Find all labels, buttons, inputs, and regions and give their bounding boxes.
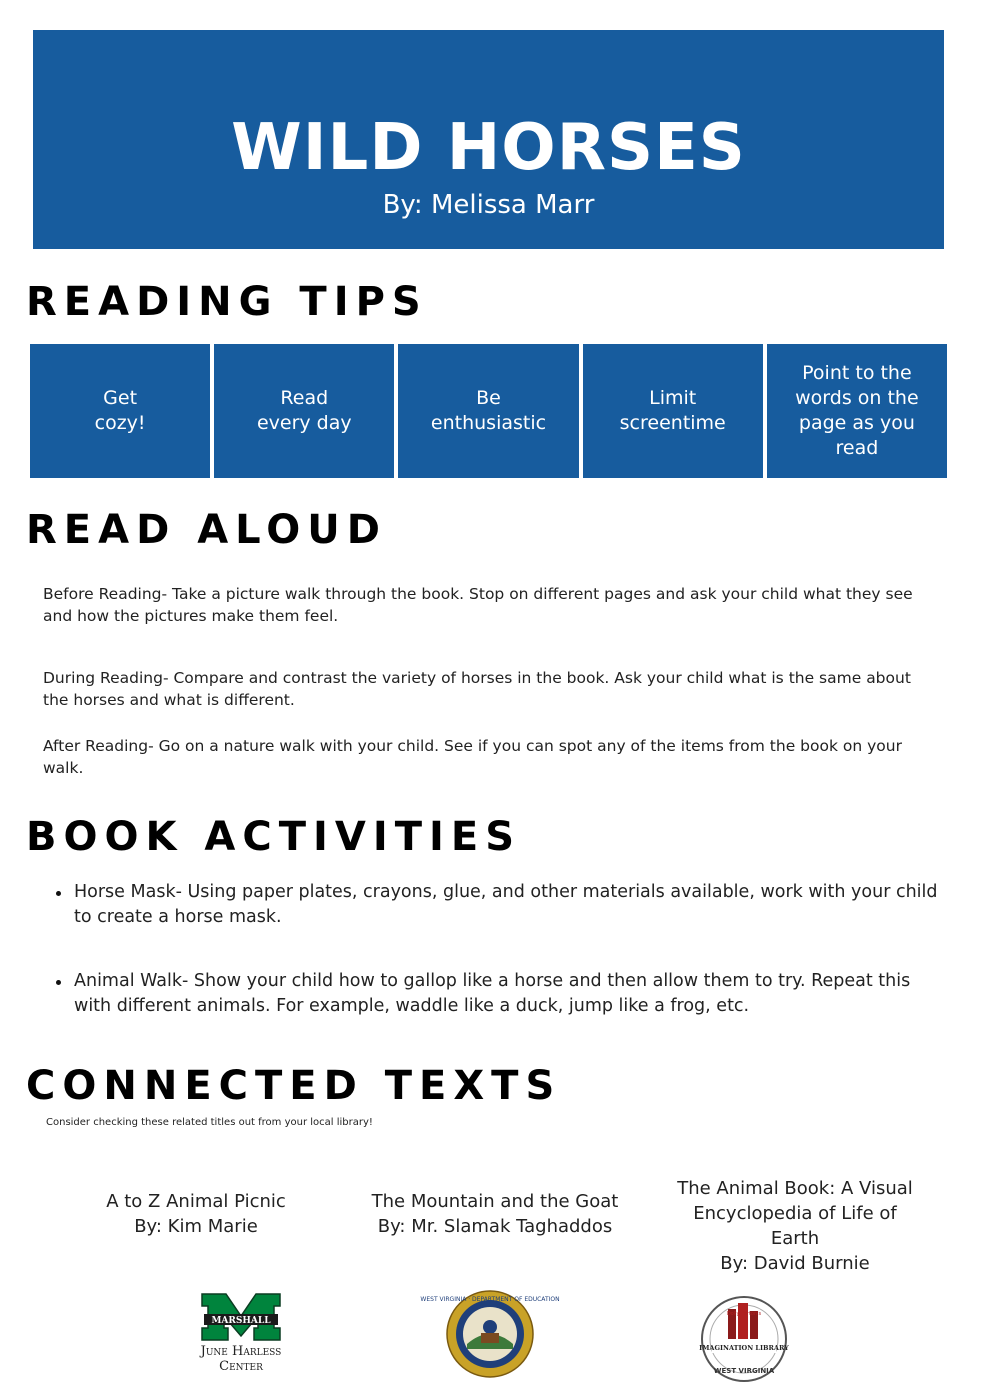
tip-limit-screentime: Limit screentime xyxy=(583,344,763,478)
reading-tips-row xyxy=(30,344,947,478)
read-aloud-heading: READ ALOUD xyxy=(26,507,387,553)
book-a-to-z-animal-picnic xyxy=(96,1189,296,1239)
book-title: The Animal Book: A Visual Encyclopedia of Life of Earth xyxy=(677,1178,913,1249)
book-activities-heading: BOOK ACTIVITIES xyxy=(26,814,522,860)
wv-department-of-education-seal xyxy=(420,1289,560,1379)
tip-point-to-words: Point to the words on the page as you read xyxy=(767,344,947,478)
svg-text:Dolly Parton's: Dolly Parton's xyxy=(726,1311,762,1317)
connected-texts-heading: CONNECTED TEXTS xyxy=(26,1063,562,1109)
wv-seal-icon xyxy=(420,1289,560,1379)
svg-text:WEST VIRGINIA: WEST VIRGINIA xyxy=(713,1367,775,1375)
title-banner xyxy=(33,30,944,249)
book-author: By: Mr. Slamak Taghaddos xyxy=(377,1216,613,1237)
imagination-library-logo xyxy=(698,1295,790,1385)
during-reading-text: During Reading- Compare and contrast the variety of horses in the book. Ask your child what is the same about the horses and what is different. xyxy=(43,669,911,709)
book-author: By: David Burnie xyxy=(720,1253,870,1274)
june-harless-text: June Harless xyxy=(200,1344,282,1359)
book-title: The Mountain and the Goat xyxy=(371,1191,619,1212)
reading-tips-heading: READING TIPS xyxy=(26,279,428,325)
list-item: Horse Mask- Using paper plates, crayons, glue, and other materials available, work with your child to create a horse mask. xyxy=(56,880,944,930)
book-title: WILD HORSES xyxy=(231,111,746,185)
book-mountain-and-goat xyxy=(360,1189,630,1239)
list-item: Animal Walk- Show your child how to gallop like a horse and then allow them to try. Repeat this with different animals. For example, waddle like a duck, jump like a frog, etc. xyxy=(56,969,944,1019)
svg-text:WEST VIRGINIA · DEPARTMENT OF: WEST VIRGINIA · DEPARTMENT OF EDUCATION xyxy=(420,1296,560,1303)
book-animal-book xyxy=(668,1176,922,1276)
tip-be-enthusiastic: Be enthusiastic xyxy=(398,344,578,478)
tip-read-every-day: Read every day xyxy=(214,344,394,478)
library-note: Consider checking these related titles out from your local library! xyxy=(46,1117,373,1128)
tip-get-cozy: Get cozy! xyxy=(30,344,210,478)
svg-text:IMAGINATION LIBRARY: IMAGINATION LIBRARY xyxy=(699,1344,789,1352)
center-text: Center xyxy=(219,1359,263,1374)
after-reading-text: After Reading- Go on a nature walk with your child. See if you can spot any of the items from the book on your walk. xyxy=(43,737,902,777)
book-author: By: Melissa Marr xyxy=(382,190,595,220)
book-title: A to Z Animal Picnic xyxy=(106,1191,286,1212)
before-reading-text: Before Reading- Take a picture walk through the book. Stop on different pages and ask your child what they see and how the pictures make them feel. xyxy=(43,585,913,625)
book-author: By: Kim Marie xyxy=(134,1216,258,1237)
marshall-june-harless-logo xyxy=(190,1292,292,1380)
svg-text:MARSHALL: MARSHALL xyxy=(211,1316,271,1326)
imagination-library-icon xyxy=(698,1295,790,1385)
